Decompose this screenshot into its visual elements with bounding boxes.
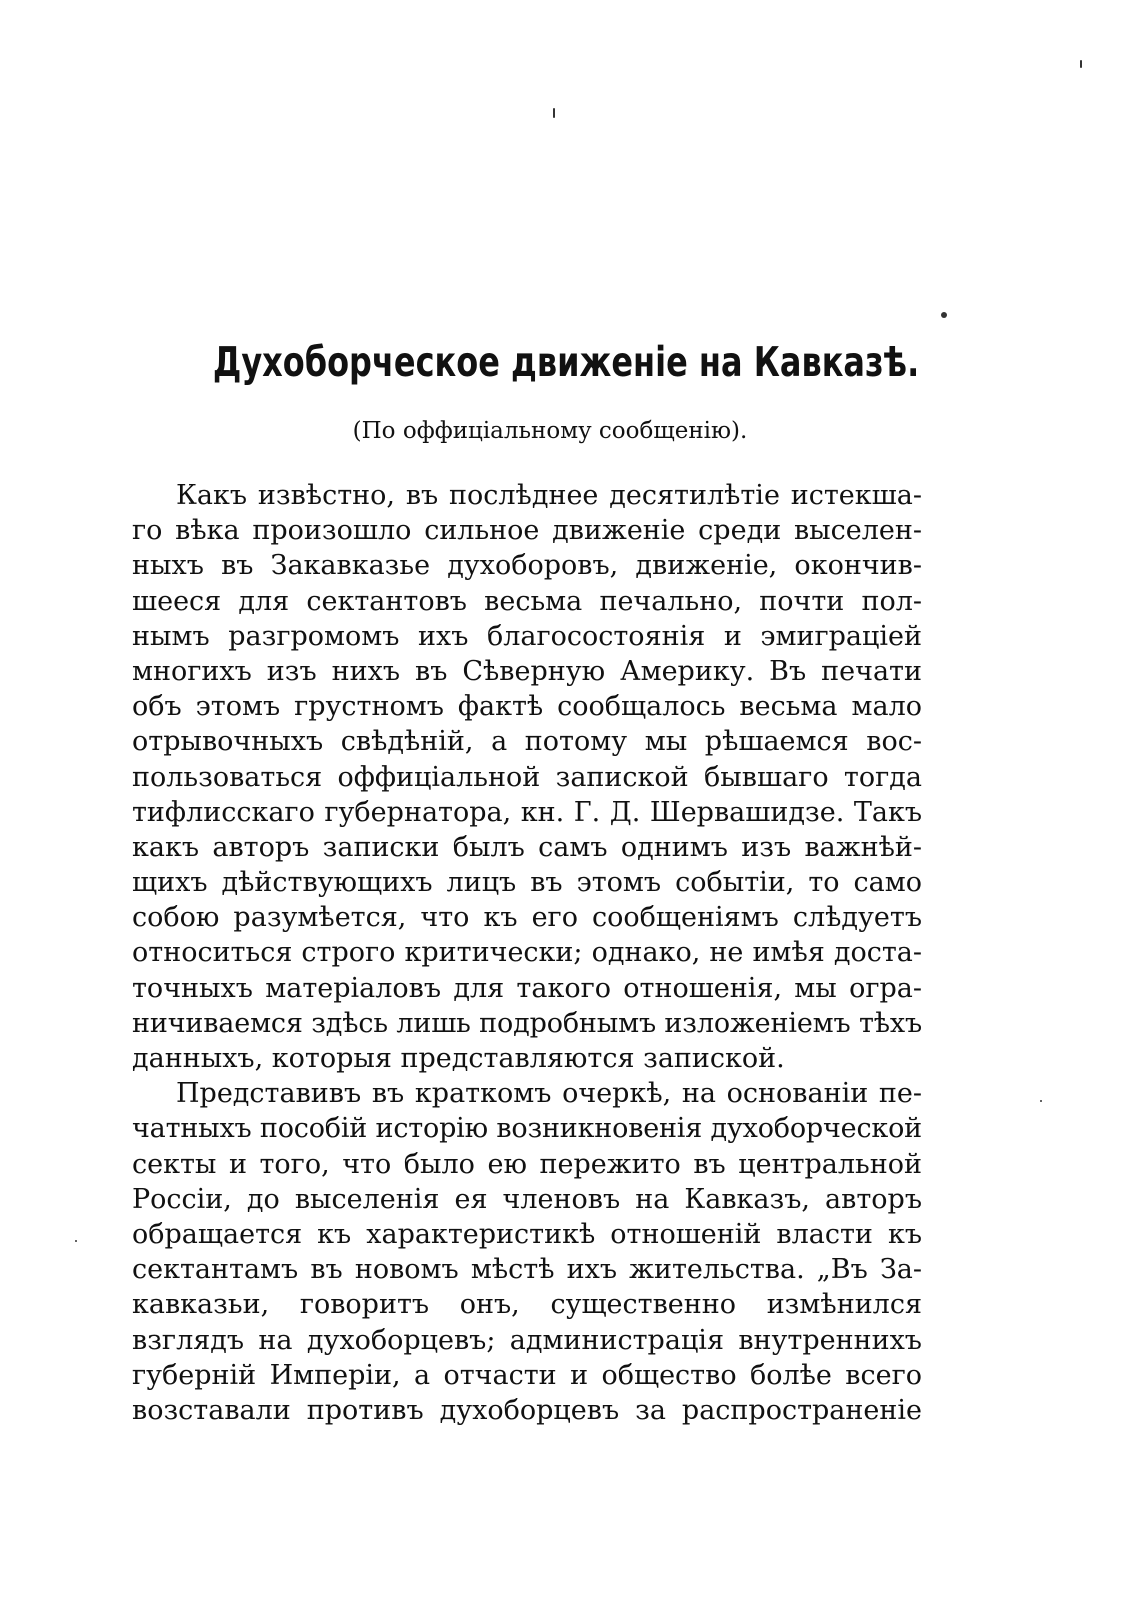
text-line: ныхъ въ Закавказье духоборовъ, движеніе, окончив- — [132, 550, 922, 582]
text-line: многихъ изъ нихъ въ Сѣверную Америку. Въ печати — [132, 655, 922, 687]
text-line: собою разумѣется, что къ его сообщеніямъ слѣдуетъ — [132, 902, 922, 934]
text-line: Представивъ въ краткомъ очеркѣ, на основаніи пе- — [176, 1078, 922, 1110]
text-line: тифлисскаго губернатора, кн. Г. Д. Шервашидзе. Такъ — [132, 796, 922, 828]
text-line: обращается къ характеристикѣ отношеній власти къ — [132, 1218, 922, 1250]
text-line: кавказьи, говоритъ онъ, существенно измѣнился — [132, 1289, 922, 1321]
scan-speck — [1040, 1100, 1042, 1102]
body-text — [132, 478, 922, 1428]
text-line: щихъ дѣйствующихъ лицъ въ этомъ событіи, то само — [132, 867, 922, 899]
page-subtitle: (По оффиціальному сообщенію). — [352, 418, 748, 444]
text-line: относиться строго критически; однако, не имѣя доста- — [132, 937, 922, 969]
text-line: нымъ разгромомъ ихъ благосостоянія и эмиграціей — [132, 620, 922, 652]
text-line: сектантамъ въ новомъ мѣстѣ ихъ жительства. „Въ За- — [132, 1254, 922, 1286]
text-line: взглядъ на духоборцевъ; администрація внутреннихъ — [132, 1324, 922, 1356]
scan-speck — [941, 312, 947, 318]
text-line: какъ авторъ записки былъ самъ однимъ изъ важнѣй- — [132, 831, 922, 863]
text-line: шееся для сектантовъ весьма печально, почти пол- — [132, 585, 922, 617]
text-line: объ этомъ грустномъ фактѣ сообщалось весьма мало — [132, 691, 922, 723]
text-line: секты и того, что было ею пережито въ центральной — [132, 1148, 922, 1180]
scan-speck — [553, 108, 555, 118]
text-line: отрывочныхъ свѣдѣній, а потому мы рѣшаемся вос- — [132, 726, 922, 758]
text-line: данныхъ, которыя представляются запиской. — [132, 1043, 785, 1074]
page-title: Духоборческое движеніе на Кавказѣ. — [212, 338, 920, 386]
text-line: чатныхъ пособій исторію возникновенія духоборческой — [132, 1113, 922, 1145]
text-line: точныхъ матеріаловъ для такого отношенія, мы огра- — [132, 972, 922, 1004]
text-line: пользоваться оффиціальной запиской бывшаго тогда — [132, 761, 922, 793]
scan-speck — [1080, 60, 1082, 68]
text-line: Россіи, до выселенія ея членовъ на Кавказъ, авторъ — [132, 1183, 922, 1215]
text-line: губерній Имперіи, а отчасти и общество болѣе всего — [132, 1359, 922, 1391]
scan-speck — [75, 1240, 77, 1242]
text-line: возставали противъ духоборцевъ за распространеніе — [132, 1394, 922, 1426]
text-line: Какъ извѣстно, въ послѣднее десятилѣтіе истекша- — [176, 480, 922, 511]
text-line: го вѣка произошло сильное движеніе среди выселен- — [132, 515, 922, 547]
text-line: ничиваемся здѣсь лишь подробнымъ изложеніемъ тѣхъ — [132, 1007, 922, 1039]
